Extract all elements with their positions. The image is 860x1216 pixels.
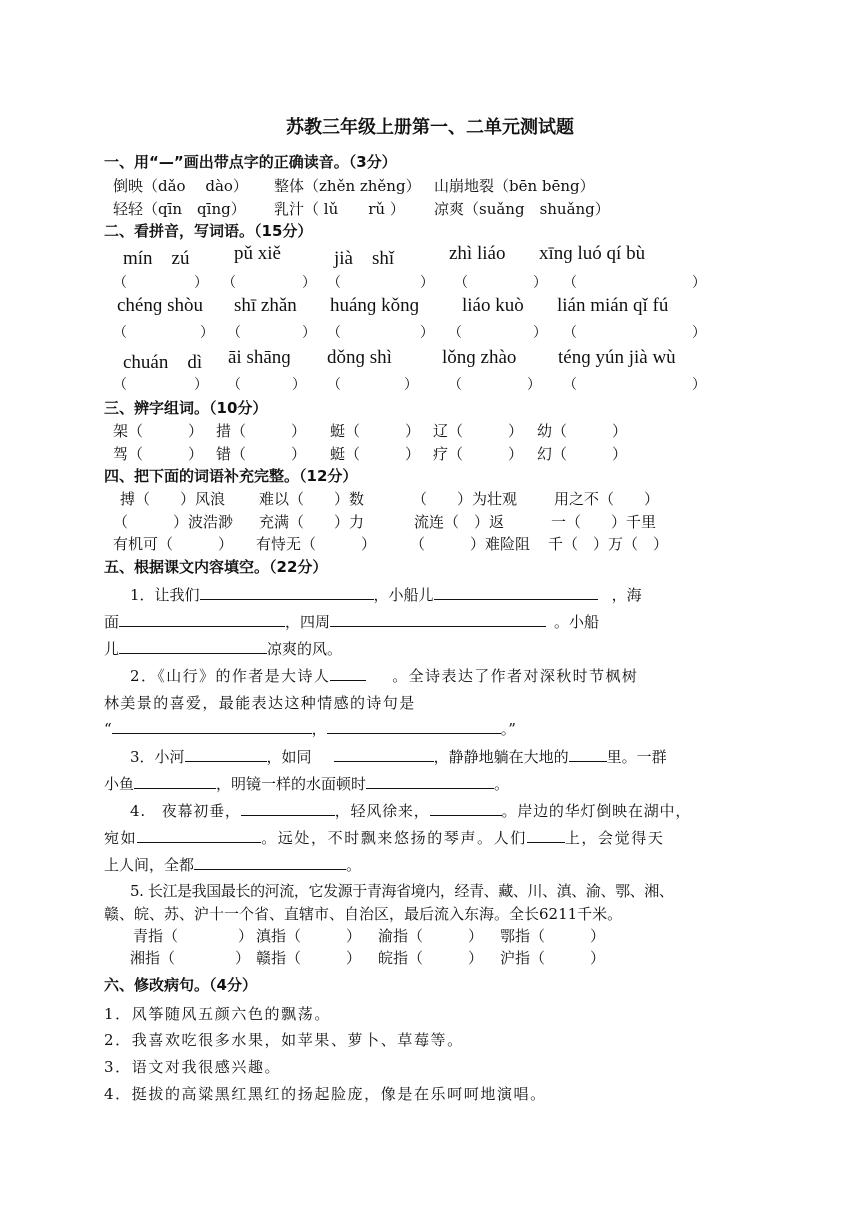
answer-bracket-open: （: [113, 377, 127, 393]
s3-item: 错（ ）: [216, 445, 307, 463]
pinyin-word: shī zhǎn: [234, 295, 297, 316]
answer-bracket-open: （: [227, 377, 241, 393]
s5-item: 湘指（ ）: [130, 949, 251, 967]
s4-item: 充满（ ）力: [259, 513, 365, 531]
s1-item: 山崩地裂（bēn bēng）: [434, 177, 595, 195]
answer-bracket-open: （: [454, 275, 468, 291]
section-5-heading: 五、根据课文内容填空。（22分）: [104, 558, 328, 576]
answer-bracket-open: （: [448, 377, 462, 393]
pinyin-word: chuán dì: [123, 352, 203, 373]
pinyin-word: liáo kuò: [462, 295, 524, 316]
pinyin-word: āi shānɡ: [228, 347, 291, 368]
answer-blank: [194, 855, 346, 870]
answer-bracket-close: ）: [527, 377, 541, 393]
answer-blank: [137, 828, 261, 843]
answer-bracket-open: （: [327, 325, 341, 341]
answer-bracket-open: （: [227, 325, 241, 341]
s4-item: （ ）为壮观: [412, 490, 518, 508]
s4-item: （ ）波浩渺: [113, 513, 234, 531]
pinyin-word: mín zú: [123, 248, 190, 269]
answer-blank: [366, 774, 494, 789]
s3-item: 疗（ ）: [433, 445, 524, 463]
s4-item: 一（ ）千里: [551, 513, 657, 531]
s3-item: 架（ ）: [113, 422, 204, 440]
s5-item: 青指（ ）: [133, 927, 254, 945]
s4-item: 难以（ ）数: [259, 490, 365, 508]
sentence-item: 2．我喜欢吃很多水果，如苹果、萝卜、草莓等。: [104, 1031, 464, 1049]
s4-item: 搏（ ）风浪: [120, 490, 226, 508]
answer-bracket-close: ）: [420, 275, 434, 291]
answer-blank: [119, 612, 285, 627]
s5-item: 鄂指（ ）: [500, 927, 606, 945]
pinyin-word: pǔ xiě: [234, 243, 281, 264]
answer-bracket-close: ）: [194, 377, 208, 393]
answer-blank: [334, 747, 434, 762]
answer-bracket-open: （: [327, 275, 341, 291]
answer-blank: [430, 801, 502, 816]
pinyin-word: huánɡ kǒnɡ: [330, 295, 420, 316]
pinyin-word: xīnɡ luó qí bù: [539, 243, 646, 264]
s1-item: 倒映（dǎo dào）: [113, 177, 248, 195]
answer-bracket-open: （: [113, 275, 127, 291]
section-1-heading: 一、用“—”画出带点字的正确读音。（3分）: [104, 153, 397, 171]
answer-bracket-close: ）: [200, 325, 214, 341]
answer-blank: [434, 585, 598, 600]
fill-line: 面 ，四周 。小船: [104, 613, 600, 631]
answer-bracket-open: （: [563, 377, 577, 393]
answer-bracket-close: ）: [420, 325, 434, 341]
s3-item: 蜓（ ）: [330, 445, 421, 463]
pinyin-word: chénɡ shòu: [117, 295, 204, 316]
fill-line: 上人间，全都 。: [104, 856, 362, 874]
section-4-heading: 四、把下面的词语补充完整。（12分）: [104, 467, 358, 485]
pinyin-word: lǒnɡ zhào: [442, 347, 517, 368]
answer-bracket-close: ）: [692, 325, 706, 341]
answer-blank: [200, 585, 374, 600]
s5-item: 滇指（ ）: [256, 927, 362, 945]
answer-blank: [527, 828, 565, 843]
s4-item: 有恃无（ ）: [256, 535, 377, 553]
answer-bracket-open: （: [113, 325, 127, 341]
answer-blank: [185, 747, 267, 762]
answer-blank: [119, 639, 267, 654]
s1-item: 整体（zhěn zhěng）: [274, 177, 421, 195]
answer-bracket-close: ）: [533, 275, 547, 291]
fill-line: 儿 凉爽的风。: [104, 640, 343, 658]
s3-item: 辽（ ）: [433, 422, 524, 440]
s4-item: 流连（ ）返: [414, 513, 505, 531]
pinyin-word: ténɡ yún jià wù: [558, 347, 676, 368]
s3-item: 幼（ ）: [537, 422, 628, 440]
passage-line: 5. 长江是我国最长的河流，它发源于青海省境内，经青、藏、川、滇、渝、鄂、湘、: [130, 882, 674, 900]
section-6-heading: 六、修改病句。（4分）: [104, 976, 257, 994]
answer-blank: [241, 801, 335, 816]
answer-blank: [569, 747, 607, 762]
s1-item: 轻轻（qīn qīng）: [113, 200, 246, 218]
s5-item: 渝指（ ）: [378, 927, 484, 945]
s3-item: 幻（ ）: [537, 445, 628, 463]
s5-item: 沪指（ ）: [500, 949, 606, 967]
answer-bracket-close: ）: [533, 325, 547, 341]
section-3-heading: 三、辨字组词。（10分）: [104, 399, 268, 417]
answer-bracket-open: （: [563, 325, 577, 341]
page-title: 苏教三年级上册第一、二单元测试题: [286, 117, 574, 138]
sentence-item: 1．风筝随风五颜六色的飘荡。: [104, 1005, 331, 1023]
pinyin-word: lián mián qǐ fú: [557, 295, 669, 316]
s1-item: 凉爽（suǎng shuǎng）: [434, 200, 610, 218]
answer-bracket-close: ）: [692, 377, 706, 393]
fill-line: 4. 夜幕初垂， ，轻风徐来， 。岸边的华灯倒映在湖中，: [130, 802, 692, 820]
section-2-heading: 二、看拼音，写词语。（15分）: [104, 222, 313, 240]
answer-bracket-close: ）: [302, 325, 316, 341]
sentence-item: 3．语文对我很感兴趣。: [104, 1058, 282, 1076]
fill-line: 宛如 。远处，不时飘来悠扬的琴声。人们 上，会觉得天: [104, 829, 665, 847]
s5-item: 皖指（ ）: [378, 949, 484, 967]
answer-bracket-open: （: [448, 325, 462, 341]
answer-blank: [134, 774, 216, 789]
passage-line: 赣、皖、苏、沪十一个省、直辖市、自治区，最后流入东海。全长6211千米。: [104, 905, 623, 923]
s5-item: 赣指（ ）: [256, 949, 362, 967]
answer-bracket-open: （: [222, 275, 236, 291]
pinyin-word: dǒnɡ shì: [327, 347, 392, 368]
s4-item: 有机可（ ）: [113, 535, 234, 553]
fill-line: “ ， 。”: [104, 720, 516, 738]
pinyin-word: jià shǐ: [334, 248, 395, 269]
answer-blank: [327, 719, 501, 734]
fill-line: 3．小河 ，如同 ，静静地躺在大地的 里。一群: [130, 748, 667, 766]
answer-bracket-close: ）: [404, 377, 418, 393]
answer-bracket-close: ）: [692, 275, 706, 291]
answer-bracket-open: （: [563, 275, 577, 291]
answer-blank: [112, 719, 312, 734]
pinyin-word: zhì liáo: [449, 243, 506, 264]
fill-line: 1．让我们 ，小船儿 ，海: [130, 586, 642, 604]
s4-item: （ ）难险阻: [410, 535, 531, 553]
fill-line: 林美景的喜爱，最能表达这种情感的诗句是: [104, 694, 416, 712]
s1-item: 乳汁（ lǔ rǔ ）: [274, 200, 405, 218]
s4-item: 千（ ）万（ ）: [548, 535, 669, 553]
fill-line: 2．《山行》的作者是大诗人 。全诗表达了作者对深秋时节枫树: [130, 667, 639, 685]
answer-bracket-open: （: [327, 377, 341, 393]
answer-bracket-close: ）: [302, 275, 316, 291]
fill-line: 小鱼 ，明镜一样的水面顿时 。: [104, 775, 510, 793]
s4-item: 用之不（ ）: [554, 490, 660, 508]
answer-blank: [330, 666, 366, 681]
answer-blank: [330, 612, 546, 627]
s3-item: 驾（ ）: [113, 445, 204, 463]
answer-bracket-close: ）: [292, 377, 306, 393]
sentence-item: 4．挺拔的高粱黑红黑红的扬起脸庞，像是在乐呵呵地演唱。: [104, 1085, 547, 1103]
s3-item: 措（ ）: [216, 422, 307, 440]
s3-item: 蜓（ ）: [330, 422, 421, 440]
answer-bracket-close: ）: [194, 275, 208, 291]
